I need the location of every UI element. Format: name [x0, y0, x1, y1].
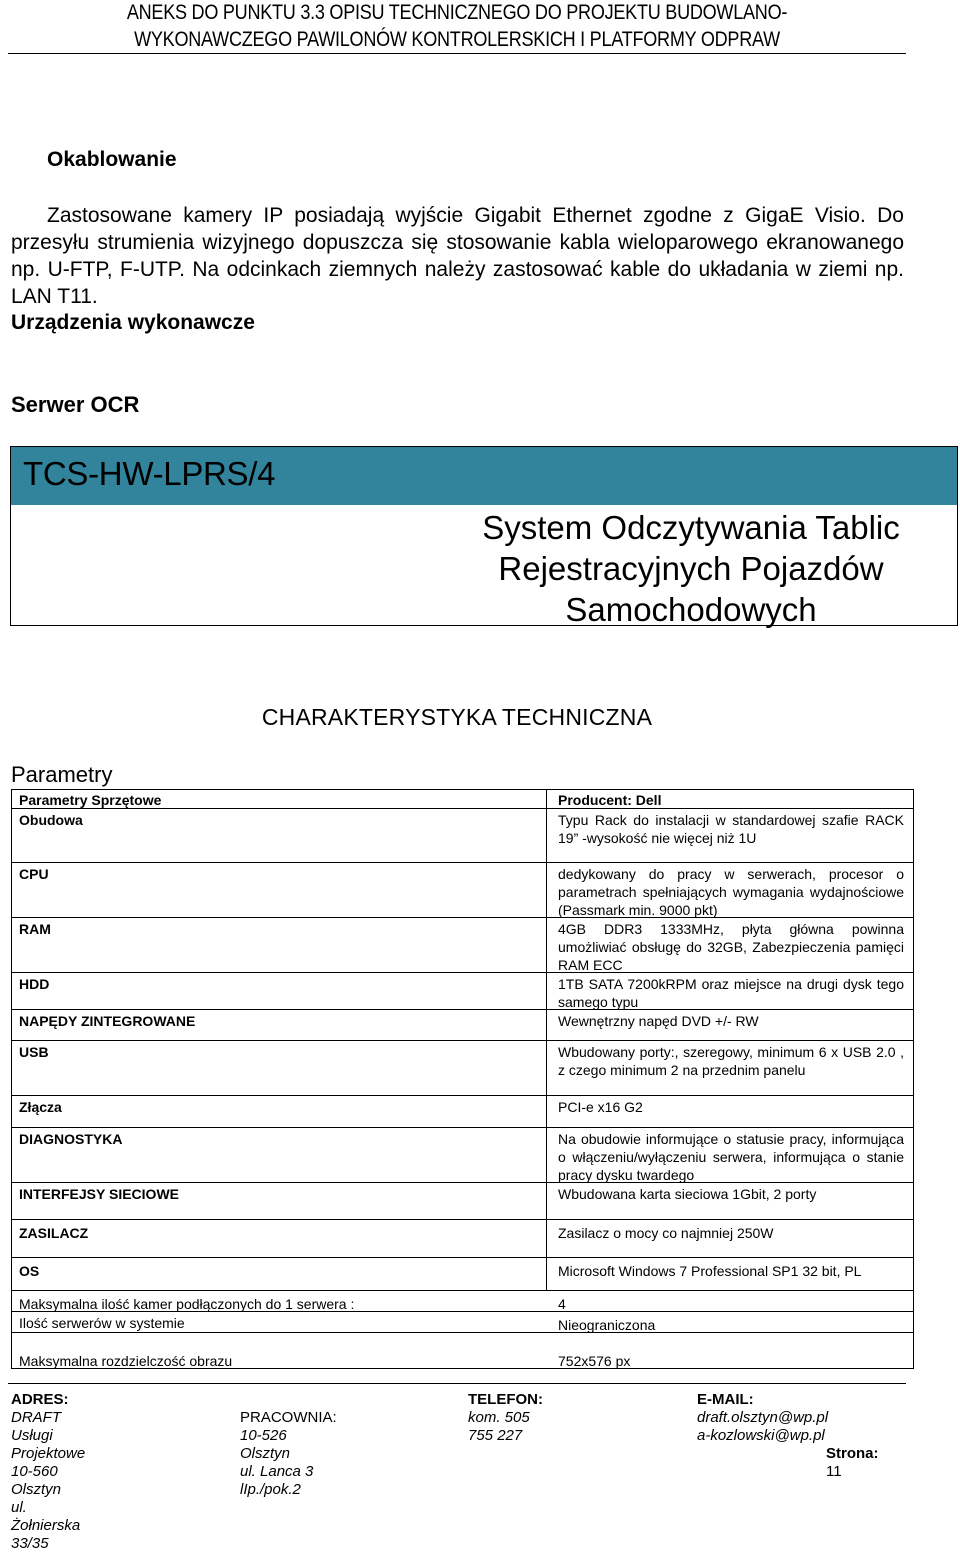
footer-studio	[240, 1409, 337, 1499]
table-row	[12, 1128, 913, 1183]
spec-value	[558, 811, 904, 847]
address-line: DRAFT Usługi Projektowe	[11, 1409, 86, 1462]
header-line-2: WYKONAWCZEGO PAWILONÓW KONTROLERSKICH I PLATFORMY ODPRAW	[134, 28, 780, 51]
spec-key: Obudowa	[19, 812, 83, 828]
document-header	[71, 0, 843, 53]
spec-key: RAM	[19, 921, 51, 937]
cabling-text: Zastosowane kamery IP posiadają wyjście Gigabit Ethernet zgodne z GigaE Visio. Do przesyłu strumienia wizyjnego dopuszcza się stosowanie kabla wieloparowego ekranowanego np. U-FTP, F-UTP. Na odcinkach ziemnych należy zastosować kable do układania w ziemi np. LAN T11.	[11, 204, 904, 308]
spec-value: Nieograniczona	[558, 1317, 656, 1333]
table-row	[12, 918, 913, 973]
spec-value: Producent: Dell	[558, 792, 662, 808]
spec-value: PCI-e x16 G2	[558, 1099, 643, 1115]
header-line-1: ANEKS DO PUNKTU 3.3 OPISU TECHNICZNEGO DO PROJEKTU BUDOWLANO-	[126, 1, 788, 24]
section-heading-devices: Urządzenia wykonawcze	[11, 311, 255, 334]
parameters-label: Parametry	[11, 762, 113, 787]
product-name	[451, 507, 931, 630]
email-value: draft.olsztyn@wp.pl	[697, 1409, 829, 1426]
product-name-line: Samochodowych	[565, 591, 817, 628]
address-label: ADRES:	[11, 1391, 69, 1408]
email-value: a-kozlowski@wp.pl	[697, 1427, 825, 1444]
spec-key: ZASILACZ	[19, 1225, 89, 1241]
footer-phone	[468, 1391, 543, 1445]
spec-key: Złącza	[19, 1099, 62, 1115]
table-row	[12, 1041, 913, 1096]
email-label: E-MAIL:	[697, 1391, 754, 1408]
spec-value: 1TB SATA 7200kRPM oraz miejsce na drugi dysk tego samego typu	[558, 976, 904, 1011]
page-value: 11	[826, 1463, 842, 1480]
spec-key: OS	[19, 1263, 40, 1279]
tech-characteristics-heading: CHARAKTERYSTYKA TECHNICZNA	[261, 704, 653, 730]
spec-key: HDD	[19, 976, 50, 992]
spec-table	[11, 789, 914, 1369]
spec-key: CPU	[19, 866, 49, 882]
spec-key: USB	[19, 1044, 49, 1060]
page-number	[826, 1445, 879, 1481]
table-row	[12, 863, 913, 918]
spec-value: Zasilacz o mocy co najmniej 250W	[558, 1225, 774, 1241]
table-row	[12, 790, 913, 809]
footer-email	[697, 1391, 828, 1445]
studio-line: 10-526 Olsztyn	[240, 1427, 291, 1462]
studio-line: ul. Lanca 3 lIp./pok.2	[240, 1463, 314, 1498]
studio-label: PRACOWNIA:	[240, 1409, 337, 1426]
spec-value: dedykowany do pracy w serwerach, procesor o parametrach spełniających wymagania wydajnościowe (Passmark min. 9000 pkt)	[558, 866, 904, 919]
table-row	[12, 1258, 913, 1291]
table-row	[12, 1312, 913, 1333]
header-rule	[8, 53, 906, 54]
phone-label: TELEFON:	[468, 1391, 543, 1408]
product-name-line: Rejestracyjnych Pojazdów	[498, 550, 884, 587]
product-title-bar	[11, 447, 957, 505]
footer-rule	[8, 1383, 906, 1384]
spec-key: Maksymalna ilość kamer podłączonych do 1 serwera :	[19, 1296, 355, 1312]
spec-value: 4GB DDR3 1333MHz, płyta główna powinna umożliwiać obsługę do 32GB, Zabezpieczenia pamięci RAM ECC	[558, 921, 904, 974]
footer-address	[11, 1391, 85, 1553]
phone-value: kom. 505 755 227	[468, 1409, 530, 1444]
spec-value: Na obudowie informujące o statusie pracy, informująca o włączeniu/wyłączeniu serwera, informująca o stanie pracy dysku twardego	[558, 1131, 904, 1184]
table-row	[12, 973, 913, 1010]
spec-value: Wbudowana karta sieciowa 1Gbit, 2 porty	[558, 1186, 817, 1202]
table-row	[12, 1183, 913, 1220]
product-code: TCS-HW-LPRS/4	[23, 455, 276, 492]
spec-key: INTERFEJSY SIECIOWE	[19, 1186, 179, 1202]
cabling-paragraph	[11, 202, 904, 310]
spec-value: Wbudowany porty:, szeregowy, minimum 6 x USB 2.0 , z czego minimum 2 na przednim panelu	[558, 1044, 904, 1079]
spec-value: Microsoft Windows 7 Professional SP1 32 bit, PL	[558, 1263, 862, 1279]
table-row	[12, 1010, 913, 1041]
section-heading-server: Serwer OCR	[11, 392, 140, 417]
page-label: Strona:	[826, 1445, 879, 1462]
spec-value: Wewnętrzny napęd DVD +/- RW	[558, 1013, 759, 1029]
table-row	[12, 809, 913, 863]
spec-value: 4	[558, 1296, 566, 1312]
section-heading-cabling: Okablowanie	[47, 148, 177, 171]
spec-value: 752x576 px	[558, 1353, 631, 1369]
spec-key: Maksymalna rozdzielczość obrazu	[19, 1353, 233, 1369]
address-line: 10-560 Olsztyn	[11, 1463, 62, 1498]
address-line: ul. Żołnierska 33/35	[11, 1499, 81, 1552]
product-name-line: System Odczytywania Tablic	[482, 509, 900, 546]
product-box	[10, 446, 958, 626]
spec-key: Parametry Sprzętowe	[19, 792, 162, 808]
table-row	[12, 1220, 913, 1258]
spec-key: NAPĘDY ZINTEGROWANE	[19, 1013, 196, 1029]
spec-key: DIAGNOSTYKA	[19, 1131, 123, 1147]
table-row	[12, 1291, 913, 1312]
table-row	[12, 1333, 913, 1369]
spec-value-part: Typu Rack do instalacji w standardowej szafie RACK 19” -wysokość nie więcej niż 1U	[558, 812, 904, 847]
spec-key: Ilość serwerów w systemie	[19, 1315, 185, 1331]
table-row	[12, 1096, 913, 1128]
